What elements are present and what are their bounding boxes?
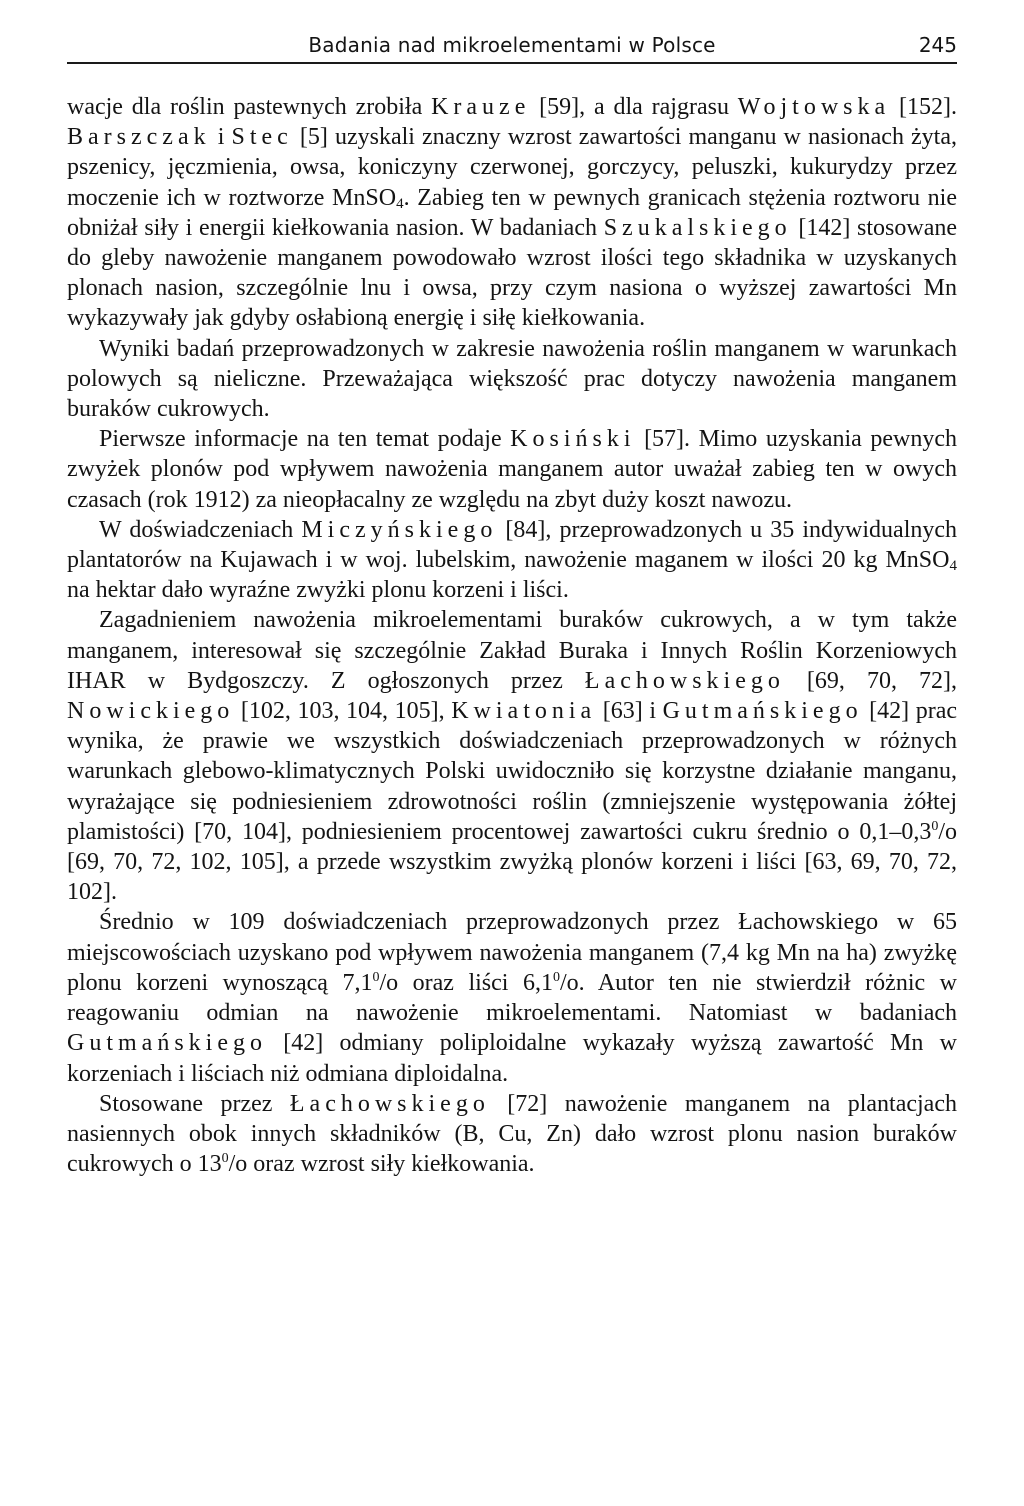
text-run: [84], przeprowadzonych u 35 indywidualnych plantatorów na Kujawach i w woj. lubelskim, nawożenie maganem w ilości 20 kg MnSO (67, 516, 958, 574)
author-name: Barszczak (67, 124, 211, 151)
superscript: 0 (552, 969, 560, 985)
running-title: Badania nad mikroelementami w Polsce (308, 33, 716, 57)
author-name: Miczyńskiego (301, 516, 498, 543)
text-run: [42] odmiany poliploidalne wykazały wyższą zawartość Mn w korzeniach i liściach niż odmiana diploidalna. (67, 1030, 957, 1087)
text-run: [142] stosowane do gleby nawożenie manganem powodowało wzrost ilości tego składnika w uzyskanych plonach nasion, szczególnie lnu i owsa, przy czym nasiona o wyższej zawartości Mn wykazywały jak gdyby osłabioną energię i siłę kiełkowania. (67, 214, 958, 332)
text-run: Wyniki badań przeprowadzonych w zakresie nawożenia roślin manganem w warunkach polowych są nieliczne. Przeważająca większość prac dotyczy nawożenia manganem buraków cukrowych. (67, 335, 957, 423)
text-run: /o [69, 70, 72, 102, 105], a przede wszystkim zwyżką plonów korzeni i liści [63, 69, 70, 72, 102]. (67, 818, 957, 906)
author-name: Wojtowska (737, 94, 891, 120)
text-run: /o oraz liści 6,1 (379, 969, 553, 996)
paragraph (67, 424, 957, 515)
author-name: Stec (231, 124, 293, 151)
author-name: Szukalskiego (603, 214, 792, 241)
subscript: 4 (396, 195, 404, 212)
running-header (67, 28, 957, 64)
text-run: [59], a dla rajgrasu (530, 94, 738, 120)
text-run: Stosowane przez (99, 1090, 290, 1117)
paragraph (67, 605, 957, 907)
author-name: Łachowskiego (584, 667, 785, 694)
body-text (67, 92, 957, 1179)
author-name: Krauze (431, 94, 531, 120)
superscript: 0 (931, 818, 939, 834)
paragraph (67, 334, 957, 425)
subscript: 4 (949, 558, 957, 575)
author-name: Kosiński (510, 426, 636, 453)
text-run: [63] i (596, 698, 663, 725)
text-run: . Zabieg ten w pewnych granicach stężenia roztworu nie obniżał siły i energii kiełkowania nasion. W badaniach (67, 184, 957, 241)
text-run: [72] nawożenie manganem na plantacjach nasiennych obok innych składników (B, Cu, Zn) dało wzrost plonu nasion buraków cukrowych o 13 (67, 1090, 957, 1178)
author-name: Gutmańskiego (67, 1030, 267, 1057)
superscript: 0 (221, 1151, 229, 1167)
text-run: [152]. (890, 94, 957, 120)
author-name: Gutmańskiego (662, 698, 863, 725)
superscript: 0 (372, 969, 380, 985)
text-run: /o. Autor ten nie stwierdził różnic w reagowaniu odmian na nawożenie mikroelementami. Natomiast w badaniach (67, 969, 957, 1027)
text-run: i (210, 124, 232, 151)
text-run: /o oraz wzrost siły kiełkowania. (228, 1151, 535, 1178)
author-name: Kwiatonia (451, 698, 597, 725)
text-run: Pierwsze informacje na ten temat podaje (99, 426, 511, 453)
paragraph (67, 907, 957, 1088)
text-run: [5] uzyskali znaczny wzrost zawartości manganu w nasionach żyta, pszenicy, jęczmienia, owsa, koniczyny czerwonej, gorczycy, peluszki, kukurydzy przez moczenie ich w roztworze MnSO (67, 124, 957, 211)
paragraph (67, 515, 957, 606)
text-run: W doświadczeniach (99, 516, 302, 543)
page (67, 28, 957, 1179)
page-number: 245 (918, 33, 957, 57)
text-run: [57]. Mimo uzyskania pewnych zwyżek plonów pod wpływem nawożenia manganem autor uważał zabieg ten w owych czasach (rok 1912) za nieopłacalny ze względu na zbyt duży koszt nawozu. (67, 426, 957, 513)
author-name: Nowickiego (67, 698, 235, 725)
text-run: wacje dla roślin pastewnych zrobiła (67, 94, 432, 120)
text-run: na hektar dało wyraźne zwyżki plonu korzeni i liści. (67, 577, 569, 604)
text-run: Zagadnieniem nawożenia mikroelementami buraków cukrowych, a w tym także manganem, interesował się szczególnie Zakład Buraka i Innych Roślin Korzeniowych IHAR w Bydgoszczy. Z ogłoszonych przez (67, 607, 957, 694)
author-name: Łachowskiego (289, 1090, 490, 1117)
text-run: Średnio w 109 doświadczeniach przeprowadzonych przez Łachowskiego w 65 miejscowościach uzyskano pod wpływem nawożenia manganem (7,4 kg Mn na ha) zwyżkę plonu korzeni wynoszącą 7,1 (67, 909, 957, 996)
paragraph (67, 92, 957, 334)
text-run: [42] prac wynika, że prawie we wszystkich doświadczeniach przeprowadzonych w różnych warunkach glebowo-klimatycznych Polski uwidoczniło się korzystne działanie manganu, wyrażające się podniesieniem zdrowotności roślin (zmniejszenie występowania żółtej plamistości) [70, 104], podniesieniem procentowej zawartości cukru średnio o 0,1–0,3 (67, 698, 958, 845)
text-run: [102, 103, 104, 105], (234, 698, 452, 725)
paragraph (67, 1089, 957, 1180)
text-run: [69, 70, 72], (784, 667, 958, 694)
